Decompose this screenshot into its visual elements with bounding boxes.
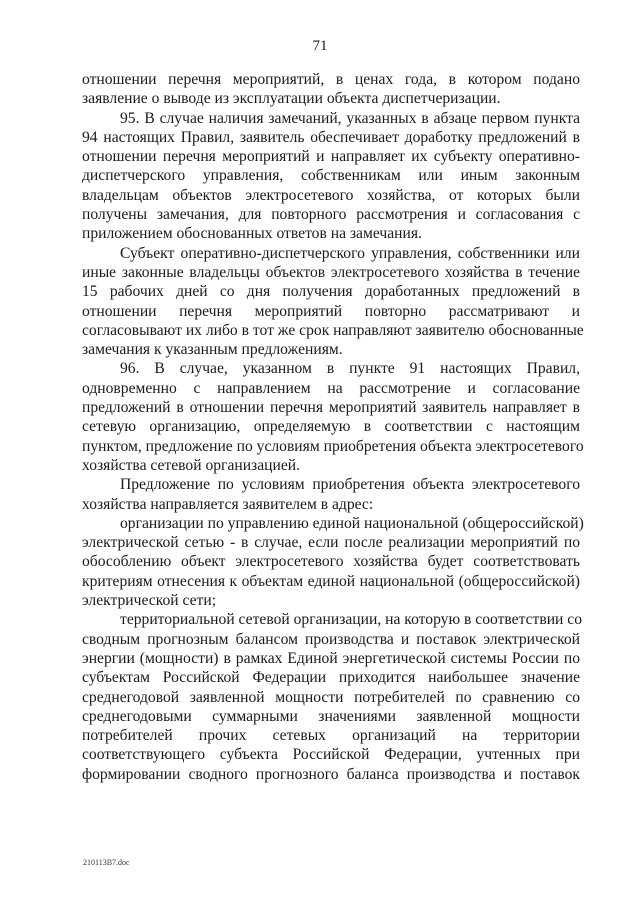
text-line: Предложение по условиям приобретения объекта электросетевого — [120, 476, 580, 494]
text-line: отношении перечня мероприятий и направляет их субъекту оперативно- — [82, 148, 580, 166]
text-line: Субъект оперативно-диспетчерского управления, собственники или — [120, 244, 580, 262]
text-line: потребителей прочих сетевых организаций на территории — [82, 727, 580, 745]
text-line: формировании сводного прогнозного баланса производства и поставок — [82, 765, 580, 783]
text-line: 94 настоящих Правил, заявитель обеспечивает доработку предложений в — [82, 128, 580, 146]
text-line: пунктом, предложение по условиям приобретения объекта электросетевого — [82, 437, 584, 455]
text-line: сетевую организацию, определяемую в соответствии с настоящим — [82, 418, 580, 436]
text-line: хозяйства сетевой организацией. — [82, 456, 300, 474]
text-line: отношении перечня мероприятий, в ценах года, в котором подано — [82, 71, 580, 88]
text-line: электрической сетью - в случае, если после реализации мероприятий по — [82, 534, 580, 552]
text-line: согласовывают их либо в тот же срок направляют заявителю обоснованные — [82, 321, 584, 339]
document-file-code: 210113B7.doc — [83, 858, 130, 867]
text-line: обособлению объект электросетевого хозяйства будет соответствовать — [82, 553, 580, 571]
page-number: 71 — [312, 38, 328, 54]
text-line: энергии (мощности) в рамках Единой энергетической системы России по — [82, 649, 580, 667]
text-line: получены замечания, для повторного рассмотрения и согласования с — [82, 206, 580, 224]
text-line: критериям отнесения к объектам единой национальной (общероссийской) — [82, 572, 580, 590]
text-line: хозяйства направляется заявителем в адрес: — [82, 495, 374, 513]
text-line: 15 рабочих дней со дня получения доработанных предложений в — [82, 283, 580, 301]
text-line: заявление о выводе из эксплуатации объекта диспетчеризации. — [82, 90, 501, 108]
text-line: предложений в отношении перечня мероприятий заявитель направляет в — [82, 399, 580, 417]
text-line: субъектам Российской Федерации приходится наибольшее значение — [82, 669, 580, 687]
text-line: одновременно с направлением на рассмотрение и согласование — [82, 379, 580, 397]
text-line: соответствующего субъекта Российской Федерации, учтенных при — [82, 746, 580, 764]
text-line: иные законные владельцы объектов электросетевого хозяйства в течение — [82, 263, 580, 281]
text-line: владельцам объектов электросетевого хозяйства, от которых были — [82, 186, 580, 204]
text-line: 95. В случае наличия замечаний, указанных в абзаце первом пункта — [120, 109, 580, 127]
text-line: среднегодовой заявленной мощности потребителей по сравнению со — [82, 688, 580, 706]
text-line: отношении перечня мероприятий повторно рассматривают и — [82, 302, 580, 320]
text-line: приложением обоснованных ответов на замечания. — [82, 225, 422, 243]
document-body — [82, 70, 584, 784]
text-line: диспетчерского управления, собственникам или иным законным — [82, 167, 580, 185]
text-line: замечания к указанным предложениям. — [82, 341, 343, 359]
text-line: среднегодовыми суммарными значениями заявленной мощности — [82, 707, 580, 725]
text-line: электрической сети; — [82, 592, 217, 610]
text-line: организации по управлению единой национальной (общероссийской) — [120, 514, 584, 532]
text-line: 96. В случае, указанном в пункте 91 настоящих Правил, — [120, 360, 580, 378]
text-line: сводным прогнозным балансом производства и поставок электрической — [82, 630, 580, 648]
text-line: территориальной сетевой организации, на которую в соответствии со — [120, 611, 583, 629]
